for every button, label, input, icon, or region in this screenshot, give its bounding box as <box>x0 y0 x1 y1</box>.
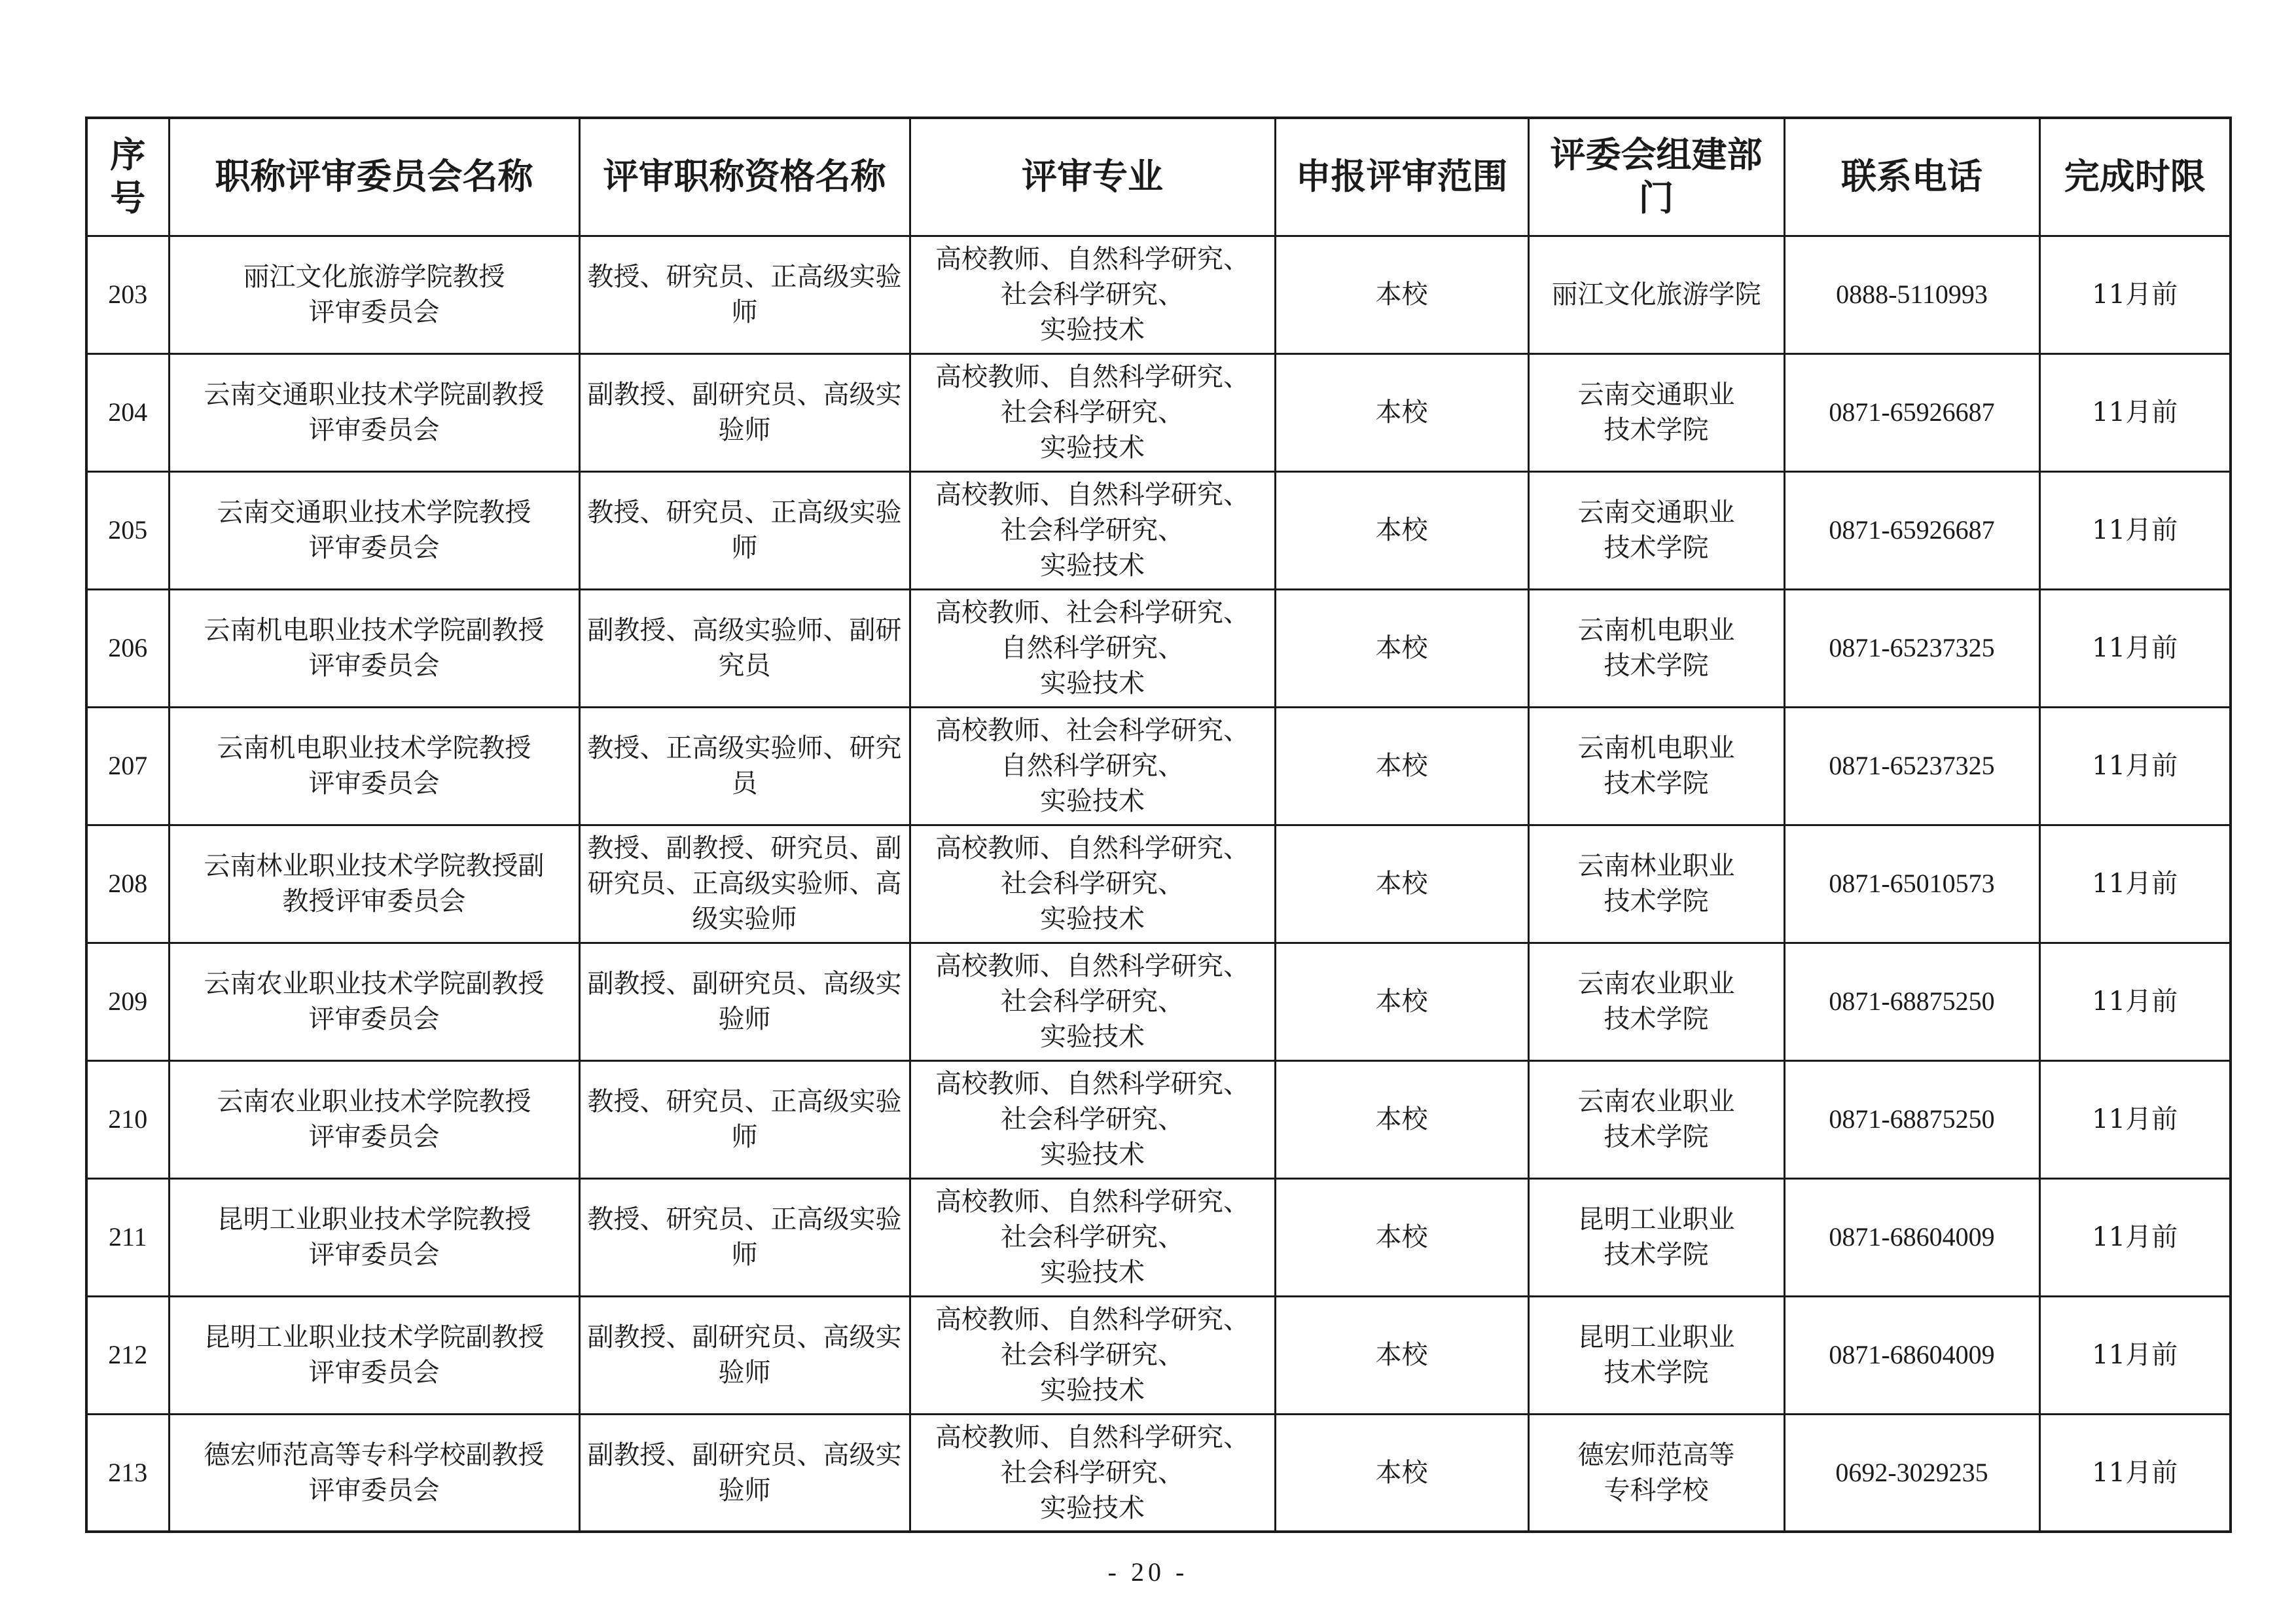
specialty-line: 实验技术 <box>1040 315 1145 345</box>
header-scope: 申报评审范围 <box>1275 118 1528 236</box>
cell-phone <box>1784 825 2039 943</box>
specialty-line: 社会科学研究、 <box>1001 1340 1184 1370</box>
specialty-line: 实验技术 <box>1040 1140 1145 1170</box>
specialty-line: 实验技术 <box>1040 668 1145 698</box>
specialty-line: 社会科学研究、 <box>1001 397 1184 427</box>
committee-line: 云南农业职业技术学院副教授 <box>204 969 545 999</box>
seq-value: 205 <box>108 515 148 545</box>
committee-line: 丽江文化旅游学院教授 <box>243 262 505 292</box>
committee-line: 教授评审委员会 <box>282 886 466 916</box>
deadline-value: 11月前 <box>2092 633 2178 663</box>
cell-department <box>1528 943 1784 1060</box>
deadline-value: 11月前 <box>2092 986 2178 1017</box>
cell-scope <box>1275 825 1528 943</box>
cell-department <box>1528 1060 1784 1178</box>
cell-phone <box>1784 707 2039 825</box>
department-line: 昆明工业职业 <box>1577 1322 1735 1352</box>
cell-scope <box>1275 236 1528 353</box>
cell-deadline <box>2039 589 2231 707</box>
cell-committee <box>169 471 579 589</box>
phone-value: 0871-65926687 <box>1829 515 1995 545</box>
cell-deadline <box>2039 707 2231 825</box>
cell-scope <box>1275 589 1528 707</box>
specialty-line: 自然科学研究、 <box>1001 633 1184 663</box>
cell-phone <box>1784 1178 2039 1296</box>
cell-department <box>1528 1414 1784 1532</box>
department-line: 云南林业职业 <box>1577 851 1735 881</box>
committee-line: 云南机电职业技术学院教授 <box>217 733 531 763</box>
specialty-line: 实验技术 <box>1040 786 1145 816</box>
cell-qualification <box>579 353 910 471</box>
qualification-text: 教授、研究员、正高级实验师 <box>587 1204 902 1270</box>
cell-deadline <box>2039 1178 2231 1296</box>
scope-value: 本校 <box>1375 751 1428 781</box>
specialty-line: 社会科学研究、 <box>1001 1222 1184 1252</box>
committee-line: 评审委员会 <box>308 1122 440 1152</box>
scope-value: 本校 <box>1375 397 1428 427</box>
seq-value: 211 <box>108 1222 147 1252</box>
scope-value: 本校 <box>1375 280 1428 310</box>
department-line: 技术学院 <box>1604 415 1709 445</box>
seq-value: 210 <box>108 1104 148 1134</box>
deadline-value: 11月前 <box>2092 869 2178 899</box>
cell-committee <box>169 1178 579 1296</box>
cell-seq <box>86 236 169 353</box>
header-committee: 职称评审委员会名称 <box>169 118 579 236</box>
cell-phone <box>1784 589 2039 707</box>
cell-specialty <box>910 825 1275 943</box>
specialty-line: 高校教师、自然科学研究、 <box>935 833 1249 863</box>
cell-specialty <box>910 236 1275 353</box>
specialty-line: 高校教师、自然科学研究、 <box>935 244 1249 274</box>
deadline-value: 11月前 <box>2092 280 2178 310</box>
deadline-value: 11月前 <box>2092 1457 2178 1488</box>
department-line: 技术学院 <box>1604 651 1709 681</box>
specialty-line: 实验技术 <box>1040 433 1145 463</box>
cell-scope <box>1275 1178 1528 1296</box>
table-row <box>86 707 2231 825</box>
cell-qualification <box>579 1060 910 1178</box>
department-line: 技术学院 <box>1604 886 1709 916</box>
phone-value: 0871-65010573 <box>1829 869 1995 898</box>
department-line: 云南机电职业 <box>1577 733 1735 763</box>
specialty-line: 高校教师、自然科学研究、 <box>935 1422 1249 1453</box>
header-phone: 联系电话 <box>1784 118 2039 236</box>
phone-value: 0871-65237325 <box>1829 751 1995 780</box>
seq-value: 207 <box>108 751 148 780</box>
cell-committee <box>169 353 579 471</box>
phone-value: 0871-68604009 <box>1829 1222 1995 1252</box>
qualification-text: 教授、研究员、正高级实验师 <box>587 497 902 563</box>
seq-value: 212 <box>108 1340 148 1369</box>
committee-line: 评审委员会 <box>308 651 440 681</box>
cell-seq <box>86 1060 169 1178</box>
department-line: 技术学院 <box>1604 1004 1709 1034</box>
cell-scope <box>1275 353 1528 471</box>
department-line: 专科学校 <box>1604 1475 1709 1506</box>
qualification-text: 教授、研究员、正高级实验师 <box>587 1087 902 1152</box>
deadline-value: 11月前 <box>2092 1104 2178 1134</box>
seq-value: 209 <box>108 986 148 1016</box>
department-line: 云南机电职业 <box>1577 615 1735 645</box>
cell-deadline <box>2039 825 2231 943</box>
deadline-value: 11月前 <box>2092 515 2178 545</box>
cell-scope <box>1275 1060 1528 1178</box>
phone-value: 0888-5110993 <box>1836 280 1988 309</box>
table-row <box>86 825 2231 943</box>
table-row <box>86 236 2231 353</box>
cell-department <box>1528 471 1784 589</box>
specialty-line: 社会科学研究、 <box>1001 1104 1184 1134</box>
department-line: 昆明工业职业 <box>1577 1204 1735 1235</box>
cell-deadline <box>2039 1296 2231 1414</box>
cell-seq <box>86 589 169 707</box>
specialty-line: 高校教师、自然科学研究、 <box>935 1187 1249 1217</box>
cell-department <box>1528 1178 1784 1296</box>
specialty-line: 实验技术 <box>1040 1022 1145 1052</box>
department-line: 技术学院 <box>1604 1358 1709 1388</box>
specialty-line: 高校教师、自然科学研究、 <box>935 1069 1249 1099</box>
specialty-line: 实验技术 <box>1040 1492 1145 1523</box>
scope-value: 本校 <box>1375 1222 1428 1252</box>
cell-seq <box>86 353 169 471</box>
cell-specialty <box>910 707 1275 825</box>
deadline-value: 11月前 <box>2092 1340 2178 1370</box>
table-body <box>86 236 2231 1532</box>
table-row <box>86 471 2231 589</box>
department-line: 云南交通职业 <box>1577 497 1735 528</box>
committee-line: 昆明工业职业技术学院教授 <box>217 1204 531 1235</box>
scope-value: 本校 <box>1375 1340 1428 1370</box>
specialty-line: 实验技术 <box>1040 904 1145 934</box>
department-line: 技术学院 <box>1604 1240 1709 1270</box>
specialty-line: 社会科学研究、 <box>1001 515 1184 545</box>
cell-seq <box>86 471 169 589</box>
cell-phone <box>1784 1296 2039 1414</box>
cell-committee <box>169 707 579 825</box>
scope-value: 本校 <box>1375 869 1428 899</box>
specialty-line: 社会科学研究、 <box>1001 986 1184 1017</box>
evaluation-committee-table <box>85 117 2232 1533</box>
cell-committee <box>169 1296 579 1414</box>
cell-specialty <box>910 471 1275 589</box>
cell-committee <box>169 1060 579 1178</box>
table-row <box>86 1178 2231 1296</box>
specialty-line: 高校教师、自然科学研究、 <box>935 480 1249 510</box>
scope-value: 本校 <box>1375 515 1428 545</box>
committee-line: 评审委员会 <box>308 415 440 445</box>
cell-qualification <box>579 943 910 1060</box>
qualification-text: 副教授、副研究员、高级实验师 <box>587 969 902 1034</box>
table-row <box>86 1060 2231 1178</box>
scope-value: 本校 <box>1375 1457 1428 1488</box>
cell-seq <box>86 1414 169 1532</box>
qualification-text: 副教授、副研究员、高级实验师 <box>587 380 902 445</box>
header-department: 评委会组建部门 <box>1528 118 1784 236</box>
cell-phone <box>1784 943 2039 1060</box>
cell-phone <box>1784 236 2039 353</box>
committee-line: 云南交通职业技术学院教授 <box>217 497 531 528</box>
department-line: 技术学院 <box>1604 1122 1709 1152</box>
page-number: - 20 - <box>1107 1557 1189 1587</box>
table-row <box>86 1414 2231 1532</box>
department-line: 丽江文化旅游学院 <box>1551 280 1761 310</box>
seq-value: 204 <box>108 397 148 427</box>
committee-line: 评审委员会 <box>308 1004 440 1034</box>
committee-line: 评审委员会 <box>308 1358 440 1388</box>
committee-line: 云南机电职业技术学院副教授 <box>204 615 545 645</box>
specialty-line: 高校教师、社会科学研究、 <box>935 715 1249 746</box>
specialty-line: 社会科学研究、 <box>1001 280 1184 310</box>
specialty-line: 高校教师、社会科学研究、 <box>935 598 1249 628</box>
cell-department <box>1528 353 1784 471</box>
header-qualification: 评审职称资格名称 <box>579 118 910 236</box>
department-line: 德宏师范高等 <box>1577 1439 1735 1470</box>
cell-committee <box>169 825 579 943</box>
cell-qualification <box>579 707 910 825</box>
phone-value: 0692-3029235 <box>1835 1457 1988 1487</box>
department-line: 技术学院 <box>1604 533 1709 563</box>
department-line: 云南农业职业 <box>1577 1087 1735 1117</box>
committee-line: 评审委员会 <box>308 533 440 563</box>
cell-committee <box>169 236 579 353</box>
header-deadline: 完成时限 <box>2039 118 2231 236</box>
committee-line: 云南农业职业技术学院教授 <box>217 1087 531 1117</box>
scope-value: 本校 <box>1375 986 1428 1017</box>
header-seq: 序号 <box>86 118 169 236</box>
cell-specialty <box>910 353 1275 471</box>
cell-qualification <box>579 471 910 589</box>
phone-value: 0871-65926687 <box>1829 397 1995 427</box>
specialty-line: 高校教师、自然科学研究、 <box>935 1305 1249 1335</box>
phone-value: 0871-65237325 <box>1829 633 1995 662</box>
committee-line: 评审委员会 <box>308 768 440 799</box>
qualification-text: 教授、正高级实验师、研究员 <box>587 733 902 799</box>
committee-line: 昆明工业职业技术学院副教授 <box>204 1322 545 1352</box>
cell-deadline <box>2039 943 2231 1060</box>
cell-committee <box>169 589 579 707</box>
cell-seq <box>86 1296 169 1414</box>
cell-department <box>1528 825 1784 943</box>
cell-deadline <box>2039 236 2231 353</box>
seq-value: 213 <box>108 1457 148 1487</box>
seq-value: 208 <box>108 869 148 898</box>
cell-scope <box>1275 943 1528 1060</box>
table-header-row <box>86 118 2231 236</box>
cell-qualification <box>579 1414 910 1532</box>
cell-committee <box>169 943 579 1060</box>
specialty-line: 自然科学研究、 <box>1001 751 1184 781</box>
committee-line: 云南交通职业技术学院副教授 <box>204 380 545 410</box>
deadline-value: 11月前 <box>2092 397 2178 427</box>
qualification-text: 教授、研究员、正高级实验师 <box>587 262 902 327</box>
seq-value: 206 <box>108 633 148 662</box>
cell-department <box>1528 707 1784 825</box>
qualification-text: 副教授、高级实验师、副研究员 <box>587 615 902 681</box>
cell-qualification <box>579 1296 910 1414</box>
cell-deadline <box>2039 1414 2231 1532</box>
scope-value: 本校 <box>1375 1104 1428 1134</box>
cell-scope <box>1275 1414 1528 1532</box>
cell-phone <box>1784 1414 2039 1532</box>
specialty-line: 实验技术 <box>1040 1257 1145 1288</box>
cell-scope <box>1275 471 1528 589</box>
specialty-line: 高校教师、自然科学研究、 <box>935 951 1249 981</box>
scope-value: 本校 <box>1375 633 1428 663</box>
table-row <box>86 589 2231 707</box>
department-line: 云南农业职业 <box>1577 969 1735 999</box>
department-line: 技术学院 <box>1604 768 1709 799</box>
table-row <box>86 353 2231 471</box>
cell-qualification <box>579 236 910 353</box>
cell-committee <box>169 1414 579 1532</box>
specialty-line: 社会科学研究、 <box>1001 869 1184 899</box>
cell-qualification <box>579 589 910 707</box>
phone-value: 0871-68875250 <box>1829 1104 1995 1134</box>
cell-phone <box>1784 353 2039 471</box>
committee-line: 评审委员会 <box>308 1240 440 1270</box>
cell-specialty <box>910 1296 1275 1414</box>
qualification-text: 副教授、副研究员、高级实验师 <box>587 1322 902 1388</box>
phone-value: 0871-68604009 <box>1829 1340 1995 1369</box>
cell-deadline <box>2039 1060 2231 1178</box>
cell-department <box>1528 589 1784 707</box>
table-row <box>86 943 2231 1060</box>
committee-line: 云南林业职业技术学院教授副 <box>204 851 545 881</box>
cell-qualification <box>579 825 910 943</box>
department-line: 云南交通职业 <box>1577 380 1735 410</box>
cell-deadline <box>2039 471 2231 589</box>
cell-specialty <box>910 1060 1275 1178</box>
cell-specialty <box>910 1178 1275 1296</box>
cell-scope <box>1275 1296 1528 1414</box>
committee-line: 德宏师范高等专科学校副教授 <box>204 1439 545 1470</box>
cell-phone <box>1784 471 2039 589</box>
table-row <box>86 1296 2231 1414</box>
cell-scope <box>1275 707 1528 825</box>
deadline-value: 11月前 <box>2092 751 2178 781</box>
cell-seq <box>86 825 169 943</box>
cell-specialty <box>910 943 1275 1060</box>
committee-line: 评审委员会 <box>308 297 440 327</box>
cell-department <box>1528 1296 1784 1414</box>
cell-seq <box>86 1178 169 1296</box>
cell-qualification <box>579 1178 910 1296</box>
specialty-line: 高校教师、自然科学研究、 <box>935 362 1249 392</box>
specialty-line: 实验技术 <box>1040 550 1145 581</box>
cell-phone <box>1784 1060 2039 1178</box>
header-specialty: 评审专业 <box>910 118 1275 236</box>
seq-value: 203 <box>108 280 148 309</box>
cell-department <box>1528 236 1784 353</box>
cell-specialty <box>910 1414 1275 1532</box>
committee-line: 评审委员会 <box>308 1475 440 1506</box>
deadline-value: 11月前 <box>2092 1222 2178 1252</box>
cell-seq <box>86 943 169 1060</box>
specialty-line: 实验技术 <box>1040 1375 1145 1405</box>
qualification-text: 教授、副教授、研究员、副研究员、正高级实验师、高级实验师 <box>587 833 902 934</box>
cell-specialty <box>910 589 1275 707</box>
specialty-line: 社会科学研究、 <box>1001 1457 1184 1488</box>
qualification-text: 副教授、副研究员、高级实验师 <box>587 1439 902 1506</box>
phone-value: 0871-68875250 <box>1829 986 1995 1016</box>
cell-deadline <box>2039 353 2231 471</box>
cell-seq <box>86 707 169 825</box>
